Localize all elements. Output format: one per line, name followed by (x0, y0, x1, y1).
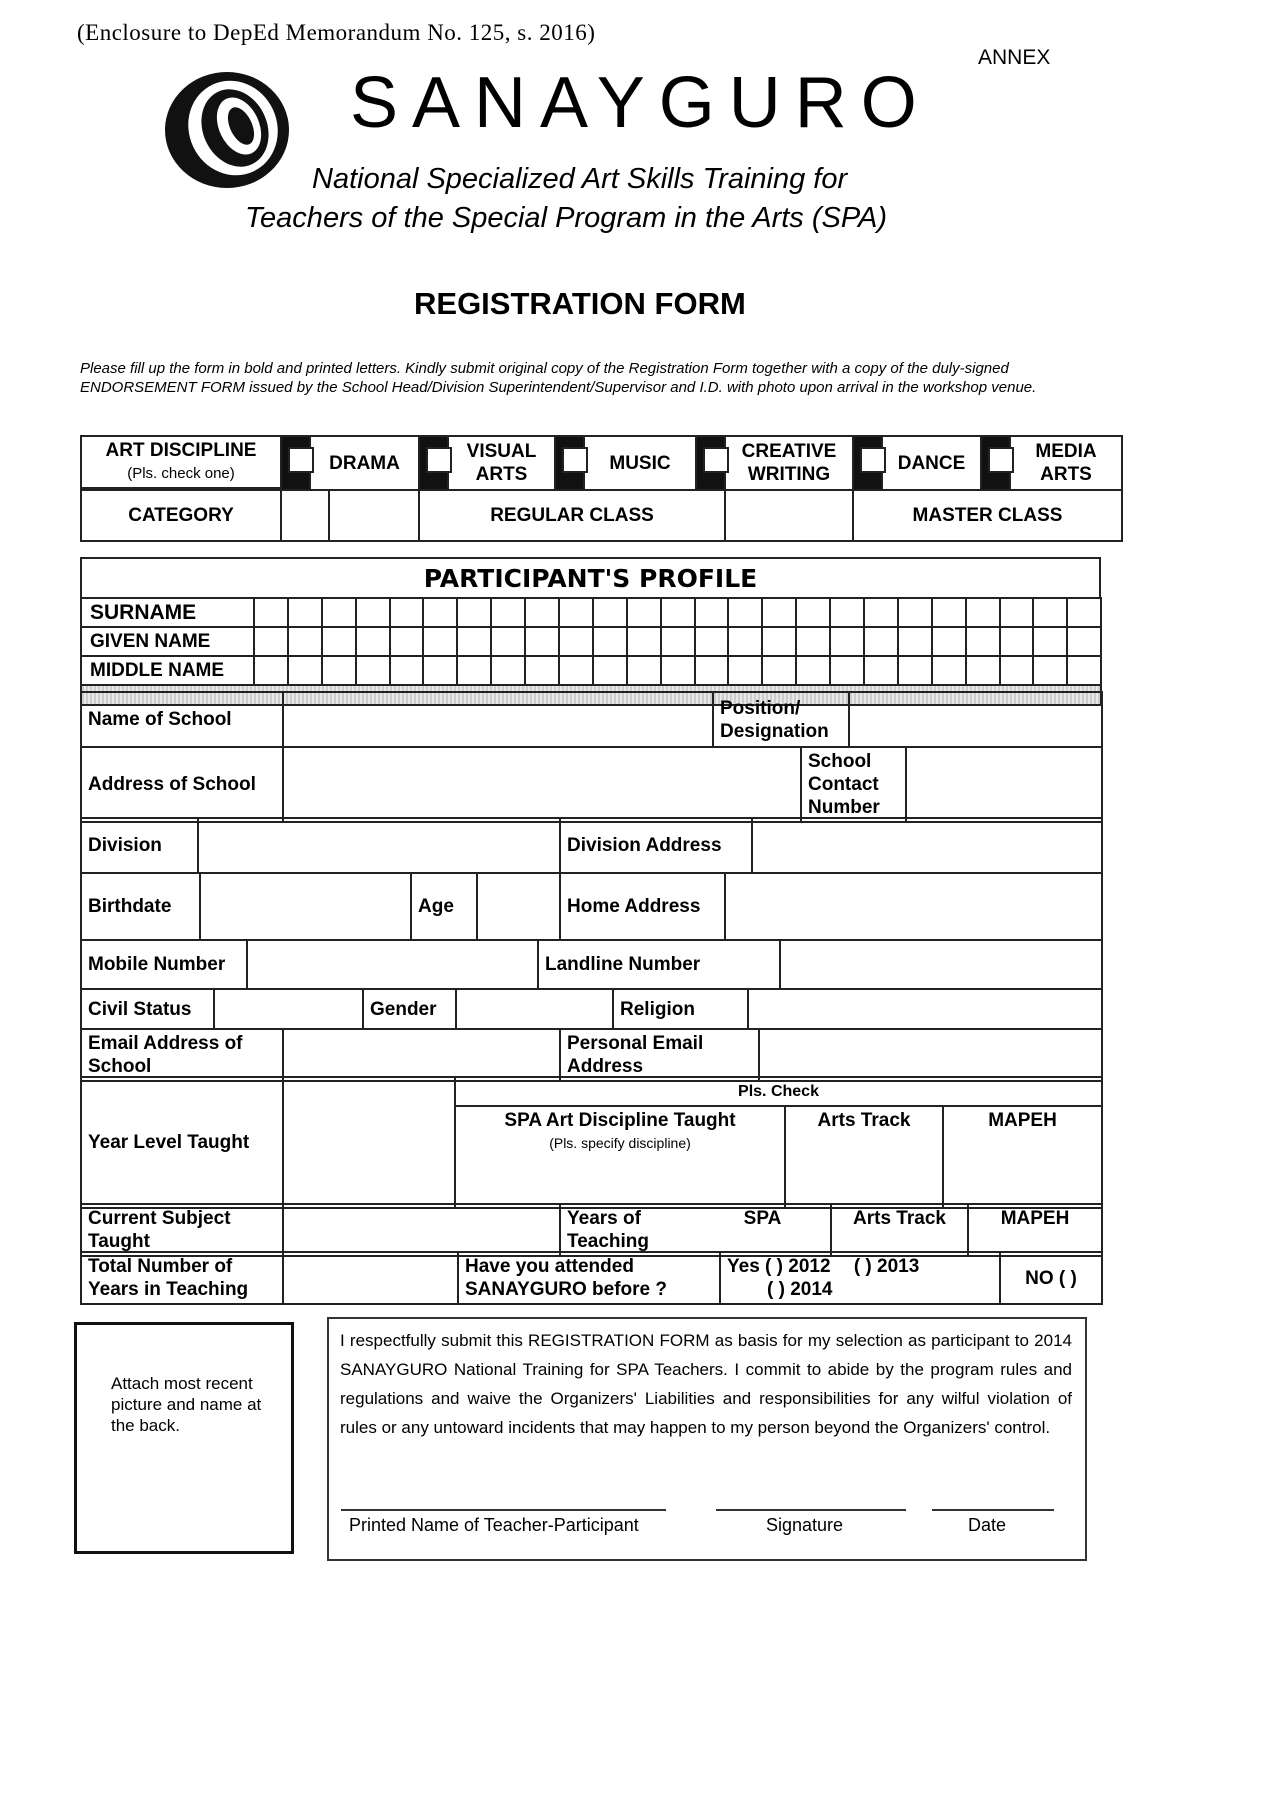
division-label: Division (81, 818, 198, 873)
dance-checkbox[interactable] (853, 436, 882, 490)
printed-name-label: Printed Name of Teacher-Participant (349, 1515, 639, 1535)
current-subject-table (80, 1203, 1103, 1257)
address-of-school-label: Address of School (81, 747, 283, 822)
name-of-school-field[interactable] (283, 692, 713, 747)
option-music: MUSIC (584, 436, 696, 490)
home-address-field[interactable] (725, 873, 1102, 940)
name-of-school-label: Name of School (81, 692, 283, 747)
music-checkbox[interactable] (555, 436, 584, 490)
division-address-field[interactable] (752, 818, 1102, 873)
pls-check-label: Pls. Check (455, 1077, 1102, 1106)
instructions: Please fill up the form in bold and printed letters. Kindly submit original copy of the Registration Form together with a copy of the duly-signed ENDORSEMENT FORM issued by the School Head/Division Superintendent/Supervisor and I.D. with photo upon arrival in the workshop venue. (80, 360, 1037, 396)
mobile-label: Mobile Number (81, 940, 247, 989)
spa-discipline-cell[interactable] (455, 1106, 785, 1208)
birthdate-table (80, 872, 1103, 941)
year-level-field[interactable] (283, 1077, 455, 1208)
spa-label[interactable]: SPA (695, 1204, 831, 1256)
total-years-field[interactable] (283, 1252, 458, 1304)
personal-email-label: Personal Email Address (560, 1029, 759, 1081)
discipline-table (80, 435, 1123, 542)
sanayguro-logo (155, 62, 305, 192)
drama-checkbox[interactable] (281, 436, 310, 490)
gender-field[interactable] (456, 989, 613, 1029)
profile-heading: PARTICIPANT'S PROFILE (81, 558, 1100, 598)
attended-years-options[interactable] (720, 1252, 1000, 1304)
creative-writing-checkbox[interactable] (696, 436, 725, 490)
profile-heading-table (80, 557, 1101, 599)
arts-track-years[interactable]: Arts Track (831, 1204, 968, 1256)
school-table (80, 691, 1103, 748)
middle-name-label: MIDDLE NAME (81, 656, 254, 685)
visual-arts-checkbox[interactable] (419, 436, 448, 490)
civil-status-field[interactable] (214, 989, 363, 1029)
mapeh-years[interactable]: MAPEH (968, 1204, 1102, 1256)
home-address-label: Home Address (560, 873, 725, 940)
surname-label: SURNAME (81, 598, 254, 627)
option-regular-class: REGULAR CLASS (419, 490, 725, 541)
option-no[interactable]: NO ( ) (1000, 1252, 1102, 1304)
printed-name-line[interactable] (341, 1509, 666, 1511)
photo-box[interactable] (74, 1322, 294, 1554)
age-field[interactable] (477, 873, 560, 940)
landline-field[interactable] (780, 940, 1102, 989)
attended-label: Have you attended SANAYGURO before ? (458, 1252, 720, 1304)
division-address-label: Division Address (560, 818, 752, 873)
surname-box[interactable] (254, 598, 288, 627)
position-label: Position/ Designation (713, 692, 849, 747)
mapeh-cell[interactable]: MAPEH (943, 1106, 1102, 1208)
landline-label: Landline Number (538, 940, 780, 989)
school-contact-field[interactable] (906, 747, 1102, 822)
spa-discipline-hint: (Pls. specify discipline) (549, 1135, 691, 1151)
birthdate-field[interactable] (200, 873, 411, 940)
regular-class-checkbox[interactable] (282, 491, 330, 540)
total-years-label: Total Number of Years in Teaching (81, 1252, 283, 1304)
religion-field[interactable] (748, 989, 1102, 1029)
date-label: Date (968, 1515, 1007, 1535)
option-master-class: MASTER CLASS (853, 490, 1122, 541)
email-school-label: Email Address of School (81, 1029, 283, 1081)
email-school-field[interactable] (283, 1029, 560, 1081)
option-dance: DANCE (882, 436, 981, 490)
option-creative-writing: CREATIVE WRITING (725, 436, 853, 490)
option-media-arts: MEDIA ARTS (1010, 436, 1122, 490)
spa-discipline-label: SPA Art Discipline Taught (504, 1110, 736, 1131)
master-class-checkbox[interactable] (725, 490, 853, 541)
given-name-box[interactable] (254, 627, 288, 656)
form-title: REGISTRATION FORM (414, 286, 746, 321)
years-teaching-label: Years of Teaching (560, 1204, 695, 1256)
birthdate-label: Birthdate (81, 873, 200, 940)
current-subject-label: Current Subject Taught (81, 1204, 283, 1256)
signature-line[interactable] (716, 1509, 906, 1511)
year-level-label: Year Level Taught (81, 1077, 283, 1208)
signature-label: Signature (766, 1515, 844, 1535)
religion-label: Religion (613, 989, 748, 1029)
school-contact-label: School Contact Number (801, 747, 906, 822)
art-discipline-label: ART DISCIPLINE (Pls. check one) (81, 436, 281, 488)
option-drama: DRAMA (310, 436, 419, 490)
civil-status-label: Civil Status (81, 989, 214, 1029)
attended-table (80, 1251, 1103, 1305)
email-table (80, 1028, 1103, 1082)
position-field[interactable] (849, 692, 1102, 747)
category-label: CATEGORY (81, 490, 281, 541)
contact-table (80, 939, 1103, 990)
personal-email-field[interactable] (759, 1029, 1102, 1081)
option-yes-2012[interactable]: Yes ( ) 2012 (727, 1256, 831, 1277)
tagline-line-2: Teachers of the Special Program in the Arts (SPA) (245, 202, 888, 234)
media-arts-checkbox[interactable] (981, 436, 1010, 490)
middle-name-box[interactable] (254, 656, 288, 685)
age-label: Age (411, 873, 477, 940)
gender-label: Gender (363, 989, 456, 1029)
address-table (80, 746, 1103, 823)
date-line[interactable] (932, 1509, 1054, 1511)
civil-status-table (80, 988, 1103, 1030)
current-subject-field[interactable] (283, 1204, 560, 1256)
mobile-field[interactable] (247, 940, 538, 989)
name-grid (80, 597, 1102, 706)
tagline-line-1: National Specialized Art Skills Training for (312, 163, 848, 195)
arts-track-cell[interactable]: Arts Track (785, 1106, 943, 1208)
option-2014[interactable]: ( ) 2014 (767, 1279, 833, 1300)
enclosure-note: (Enclosure to DepEd Memorandum No. 125, s. 2016) (77, 20, 596, 45)
year-level-table (80, 1076, 1103, 1209)
brand-title: SANAYGURO (350, 63, 931, 143)
given-name-label: GIVEN NAME (81, 627, 254, 656)
photo-instruction: Attach most recent picture and name at the back. (111, 1374, 262, 1435)
address-of-school-field[interactable] (283, 747, 801, 822)
annex-label: ANNEX (978, 46, 1051, 69)
option-visual-arts: VISUAL ARTS (448, 436, 555, 490)
division-field[interactable] (198, 818, 560, 873)
option-2013[interactable]: ( ) 2013 (853, 1256, 920, 1277)
certification-text: I respectfully submit this REGISTRATION FORM as basis for my selection as participant to 2014 SANAYGURO National Training for SPA Teachers. I commit to abide by the program rules and regulations and waive the Organizers' Liabilities and responsibilities for any wilful violation of rules or any untoward incidents that may happen to my person beyond the Organizers' control. (340, 1331, 1072, 1437)
division-table (80, 817, 1103, 874)
